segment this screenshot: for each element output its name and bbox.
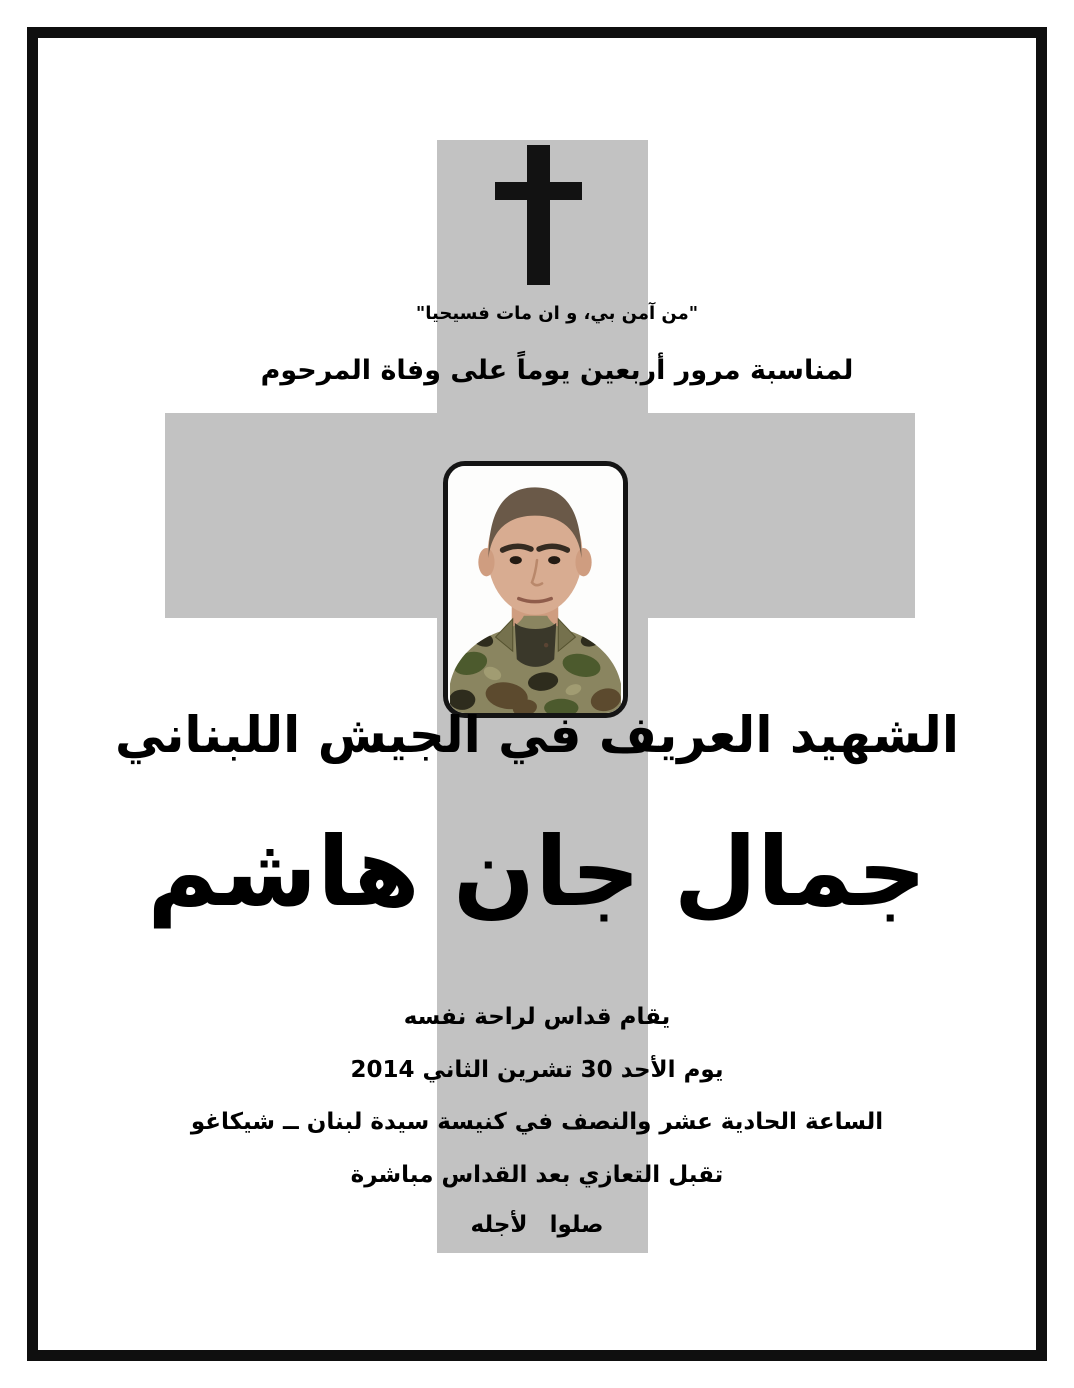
condolences-line: تقبل التعازي بعد القداس مباشرة — [350, 1162, 724, 1188]
occasion-line: لمناسبة مرور أربعين يوماً على وفاة المرحوم — [260, 355, 854, 386]
deceased-name: جمال جان هاشم — [147, 816, 927, 928]
portrait-photo — [443, 461, 628, 718]
cross-icon — [495, 145, 582, 285]
date-line: يوم الأحد 30 تشرين الثاني 2014 — [350, 1057, 724, 1083]
mass-line: يقام قداس لراحة نفسه — [403, 1004, 671, 1030]
deceased-title: الشهيد العريف في الجيش اللبناني — [115, 706, 959, 764]
pray-line: صلوا لأجله — [470, 1212, 604, 1238]
location-line: الساعة الحادية عشر والنصف في كنيسة سيدة لبنان ــ شيكاغو — [190, 1109, 884, 1135]
scripture-quote: "من آمن بي، و ان مات فسيحيا" — [415, 303, 699, 324]
